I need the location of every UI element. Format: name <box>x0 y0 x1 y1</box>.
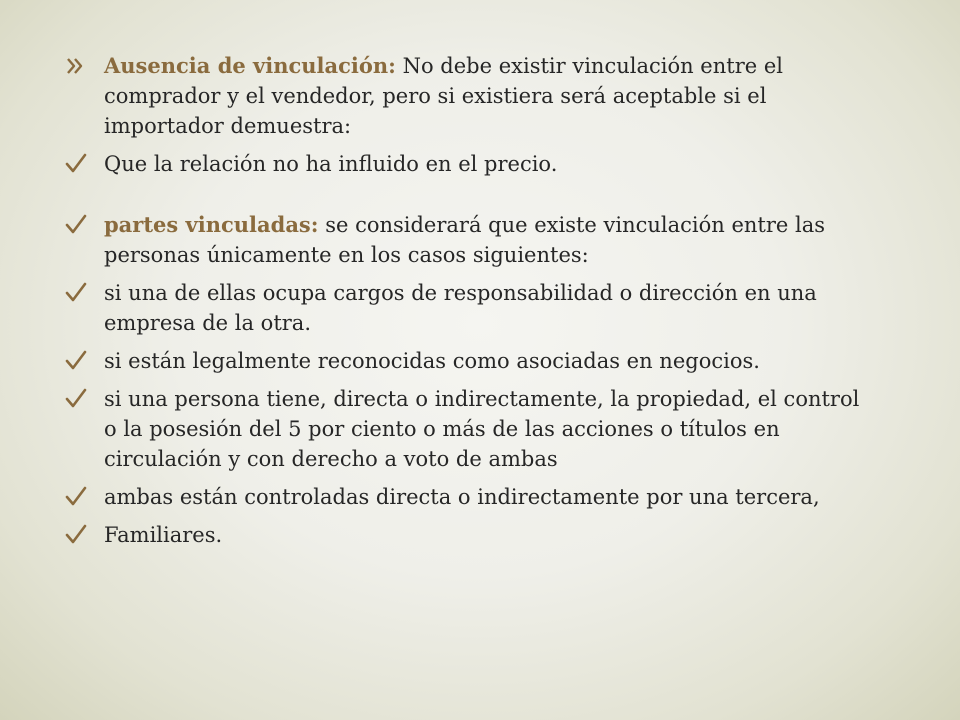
checkmark-icon <box>62 384 96 414</box>
item-text: No debe existir vinculación entre el comprador y el vendedor, pero si existiera será aceptable si el importador demuestra: <box>104 54 783 138</box>
item-text: se considerará que existe vinculación entre las personas únicamente en los casos siguientes: <box>104 213 826 267</box>
list-item-cargos <box>62 278 862 338</box>
bullet-list <box>62 51 862 558</box>
item-text: ambas están controladas directa o indirectamente por una tercera, <box>104 485 820 509</box>
list-item-partes-vinculadas <box>62 210 862 270</box>
list-item-tercera <box>62 482 862 512</box>
checkmark-icon <box>62 210 96 240</box>
checkmark-icon <box>62 149 96 179</box>
list-item-ausencia <box>62 51 862 141</box>
item-text: Familiares. <box>104 523 223 547</box>
checkmark-icon <box>62 520 96 550</box>
list-item-asociadas <box>62 346 862 376</box>
list-item-familiares <box>62 520 862 550</box>
item-text: si están legalmente reconocidas como asociadas en negocios. <box>104 349 760 373</box>
list-item-precio <box>62 149 862 179</box>
checkmark-icon <box>62 346 96 376</box>
double-arrow-icon <box>62 51 96 81</box>
item-text: si una persona tiene, directa o indirectamente, la propiedad, el control o la posesión del 5 por ciento o más de las acciones o títulos en circulación y con derecho a voto de ambas <box>104 387 860 471</box>
item-text: si una de ellas ocupa cargos de responsabilidad o dirección en una empresa de la otra. <box>104 281 817 335</box>
term-label: partes vinculadas: <box>104 212 319 237</box>
term-label: Ausencia de vinculación: <box>104 53 396 78</box>
checkmark-icon <box>62 278 96 308</box>
list-item-propiedad <box>62 384 862 474</box>
checkmark-icon <box>62 482 96 512</box>
item-text: Que la relación no ha influido en el precio. <box>104 152 558 176</box>
